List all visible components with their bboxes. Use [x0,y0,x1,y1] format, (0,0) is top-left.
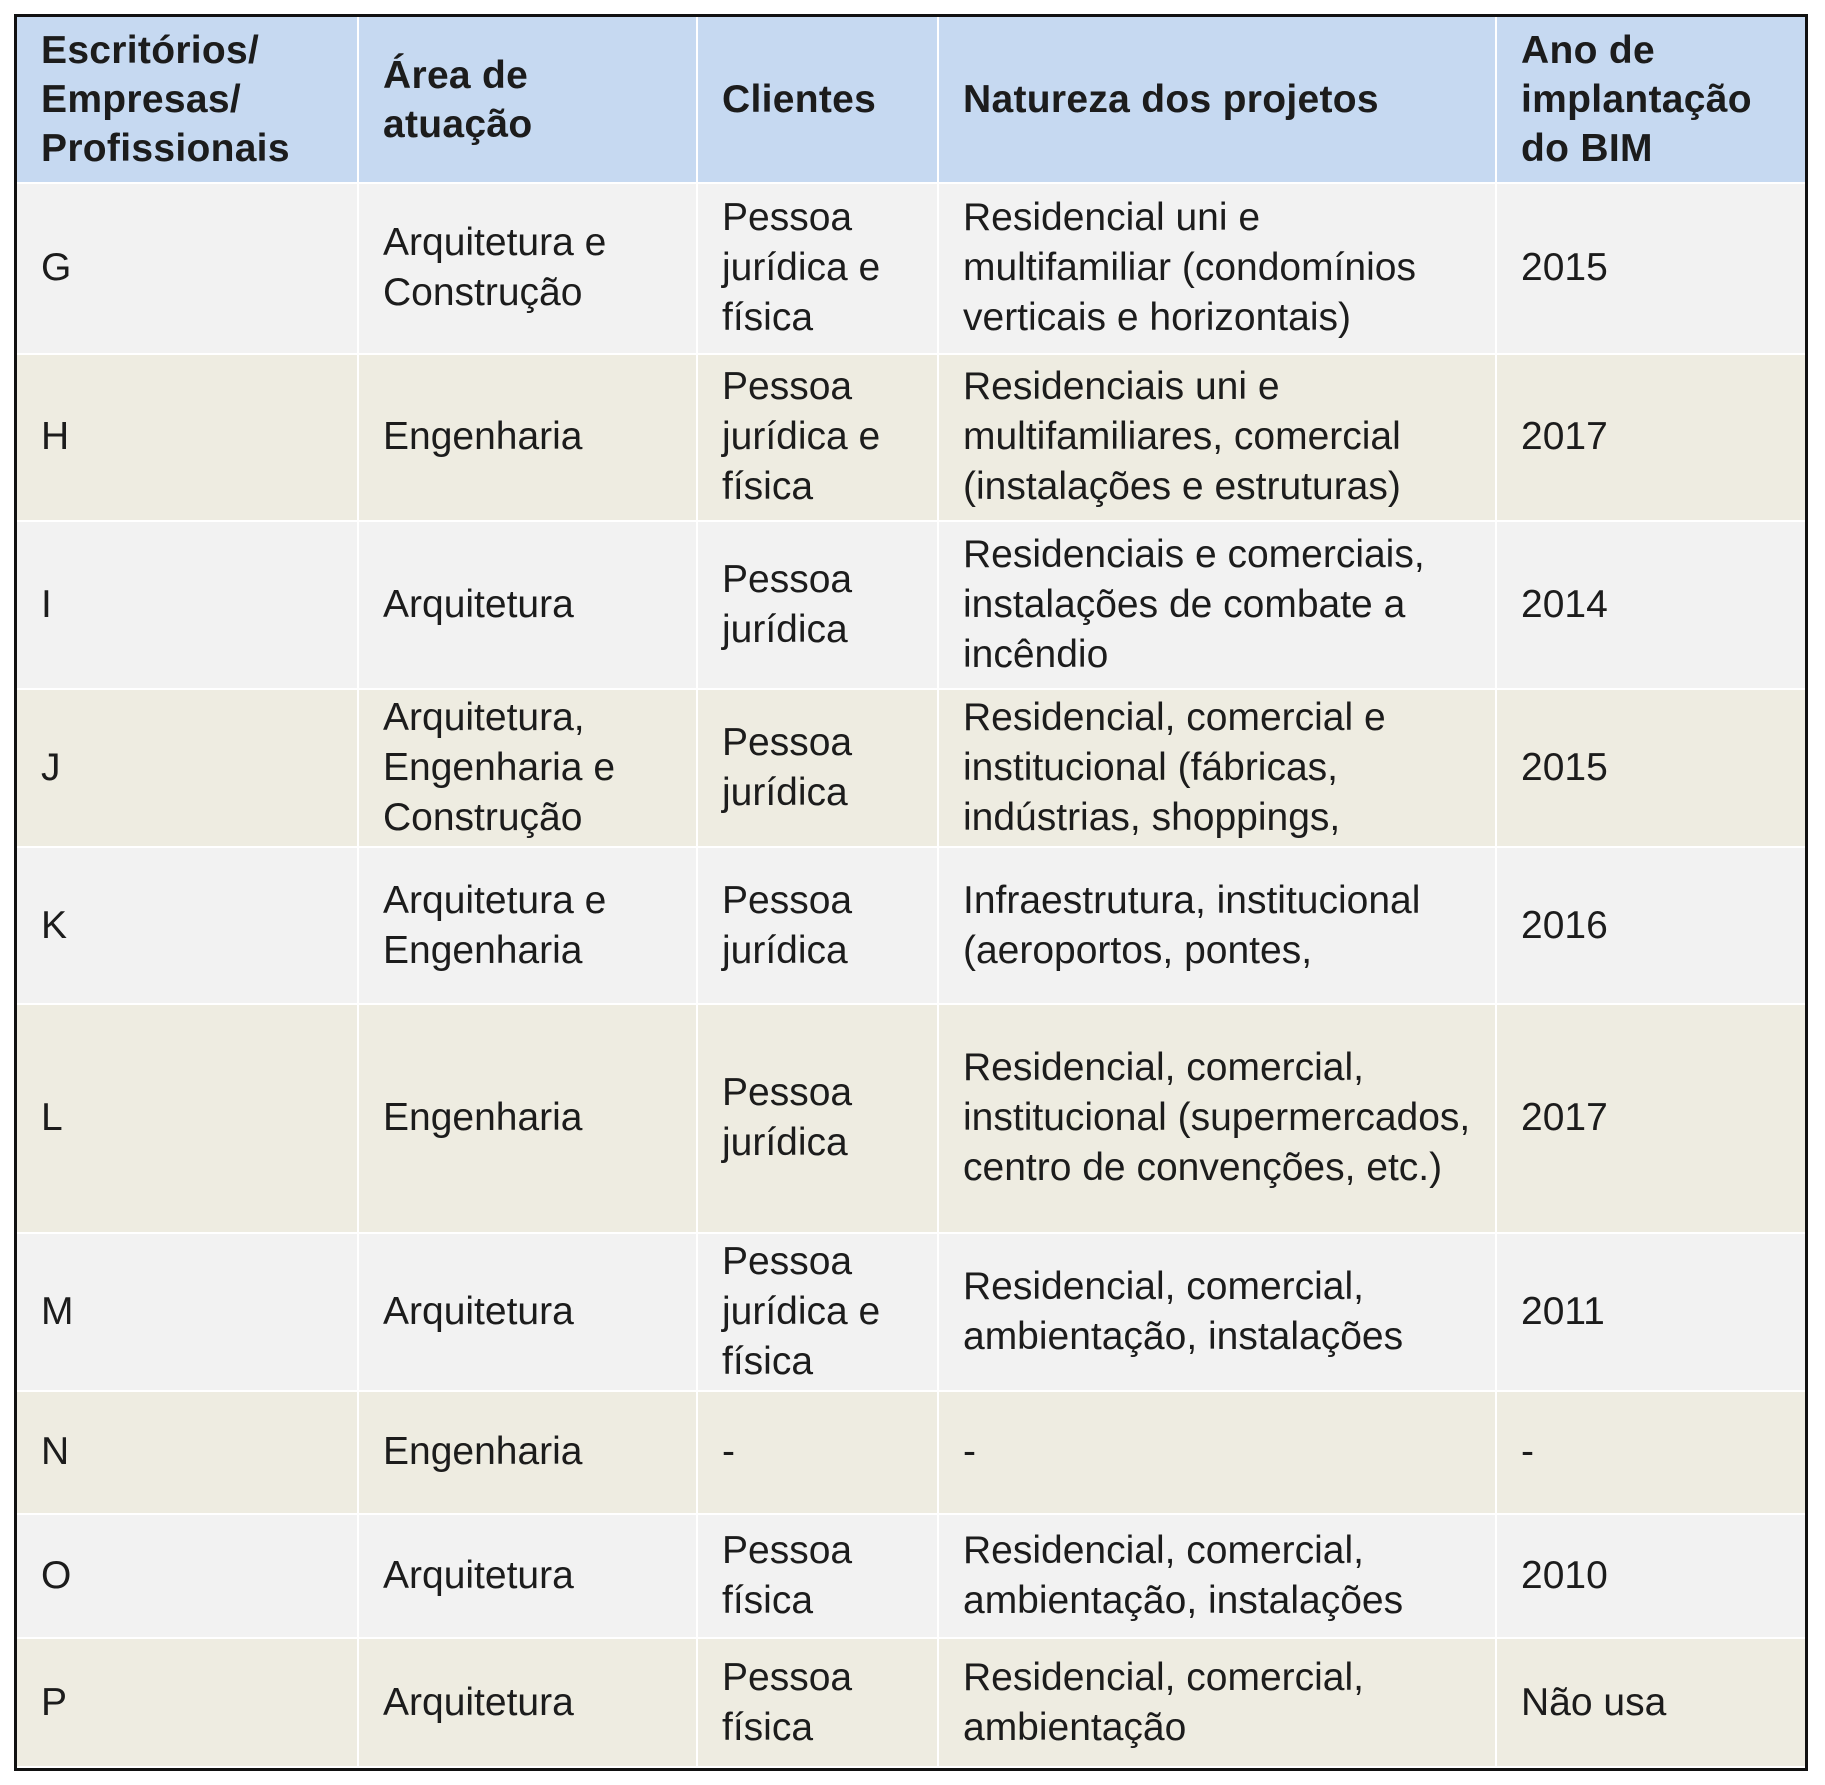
cell-project-nature: Residencial, comercial, ambientação, instalações [938,1233,1496,1391]
cell-clients: Pessoa jurídica e física [697,354,938,522]
cell-clients: Pessoa jurídica [697,1004,938,1233]
cell-bim-year: 2011 [1496,1233,1805,1391]
cell-area: Engenharia [358,1391,697,1514]
cell-bim-year: 2014 [1496,521,1805,689]
data-table-frame [14,14,1808,1771]
header-project-nature: Natureza dos projetos [938,17,1496,183]
cell-id: P [17,1638,358,1767]
cell-clients: Pessoa física [697,1638,938,1767]
cell-bim-year: 2015 [1496,183,1805,354]
cell-project-nature: - [938,1391,1496,1514]
table-row [17,183,1805,354]
cell-clients: - [697,1391,938,1514]
cell-project-nature: Residencial uni e multifamiliar (condomínios verticais e horizontais) [938,183,1496,354]
cell-project-nature: Residencial, comercial, institucional (supermercados, centro de convenções, etc.) [938,1004,1496,1233]
header-bim-year: Ano de implantação do BIM [1496,17,1805,183]
cell-project-nature: Residencial, comercial, ambientação, instalações [938,1514,1496,1638]
table-row [17,1391,1805,1514]
table-row [17,1004,1805,1233]
header-area: Área de atuação [358,17,697,183]
cell-bim-year: 2017 [1496,1004,1805,1233]
cell-bim-year: 2016 [1496,847,1805,1004]
table-row [17,1514,1805,1638]
cell-area: Arquitetura, Engenharia e Construção [358,689,697,848]
header-row [17,17,1805,183]
table-row [17,354,1805,522]
cell-clients: Pessoa jurídica [697,689,938,848]
cell-id: L [17,1004,358,1233]
table-row [17,847,1805,1004]
table-body [17,183,1805,1767]
cell-project-nature: Residencial, comercial, ambientação [938,1638,1496,1767]
table-row [17,1233,1805,1391]
cell-clients: Pessoa física [697,1514,938,1638]
table-row [17,521,1805,689]
cell-area: Arquitetura e Construção [358,183,697,354]
cell-project-nature: Residenciais e comerciais, instalações de combate a incêndio [938,521,1496,689]
cell-area: Arquitetura [358,1233,697,1391]
cell-bim-year: 2010 [1496,1514,1805,1638]
cell-id: J [17,689,358,848]
cell-id: K [17,847,358,1004]
cell-bim-year: 2017 [1496,354,1805,522]
table-row [17,1638,1805,1767]
cell-area: Engenharia [358,1004,697,1233]
cell-area: Arquitetura [358,1514,697,1638]
cell-bim-year: Não usa [1496,1638,1805,1767]
cell-project-nature: Residencial, comercial e institucional (fábricas, indústrias, shoppings, [938,689,1496,848]
header-offices: Escritórios/ Empresas/ Profissionais [17,17,358,183]
cell-id: O [17,1514,358,1638]
cell-clients: Pessoa jurídica e física [697,183,938,354]
bim-offices-table [17,17,1805,1768]
cell-area: Engenharia [358,354,697,522]
table-row [17,689,1805,848]
table-header [17,17,1805,183]
cell-id: N [17,1391,358,1514]
cell-clients: Pessoa jurídica e física [697,1233,938,1391]
cell-id: I [17,521,358,689]
header-clients: Clientes [697,17,938,183]
cell-project-nature: Infraestrutura, institucional (aeroportos, pontes, [938,847,1496,1004]
cell-area: Arquitetura [358,521,697,689]
cell-id: M [17,1233,358,1391]
cell-area: Arquitetura [358,1638,697,1767]
cell-bim-year: - [1496,1391,1805,1514]
cell-area: Arquitetura e Engenharia [358,847,697,1004]
cell-project-nature: Residenciais uni e multifamiliares, comercial (instalações e estruturas) [938,354,1496,522]
cell-bim-year: 2015 [1496,689,1805,848]
cell-id: G [17,183,358,354]
cell-id: H [17,354,358,522]
cell-clients: Pessoa jurídica [697,521,938,689]
cell-clients: Pessoa jurídica [697,847,938,1004]
